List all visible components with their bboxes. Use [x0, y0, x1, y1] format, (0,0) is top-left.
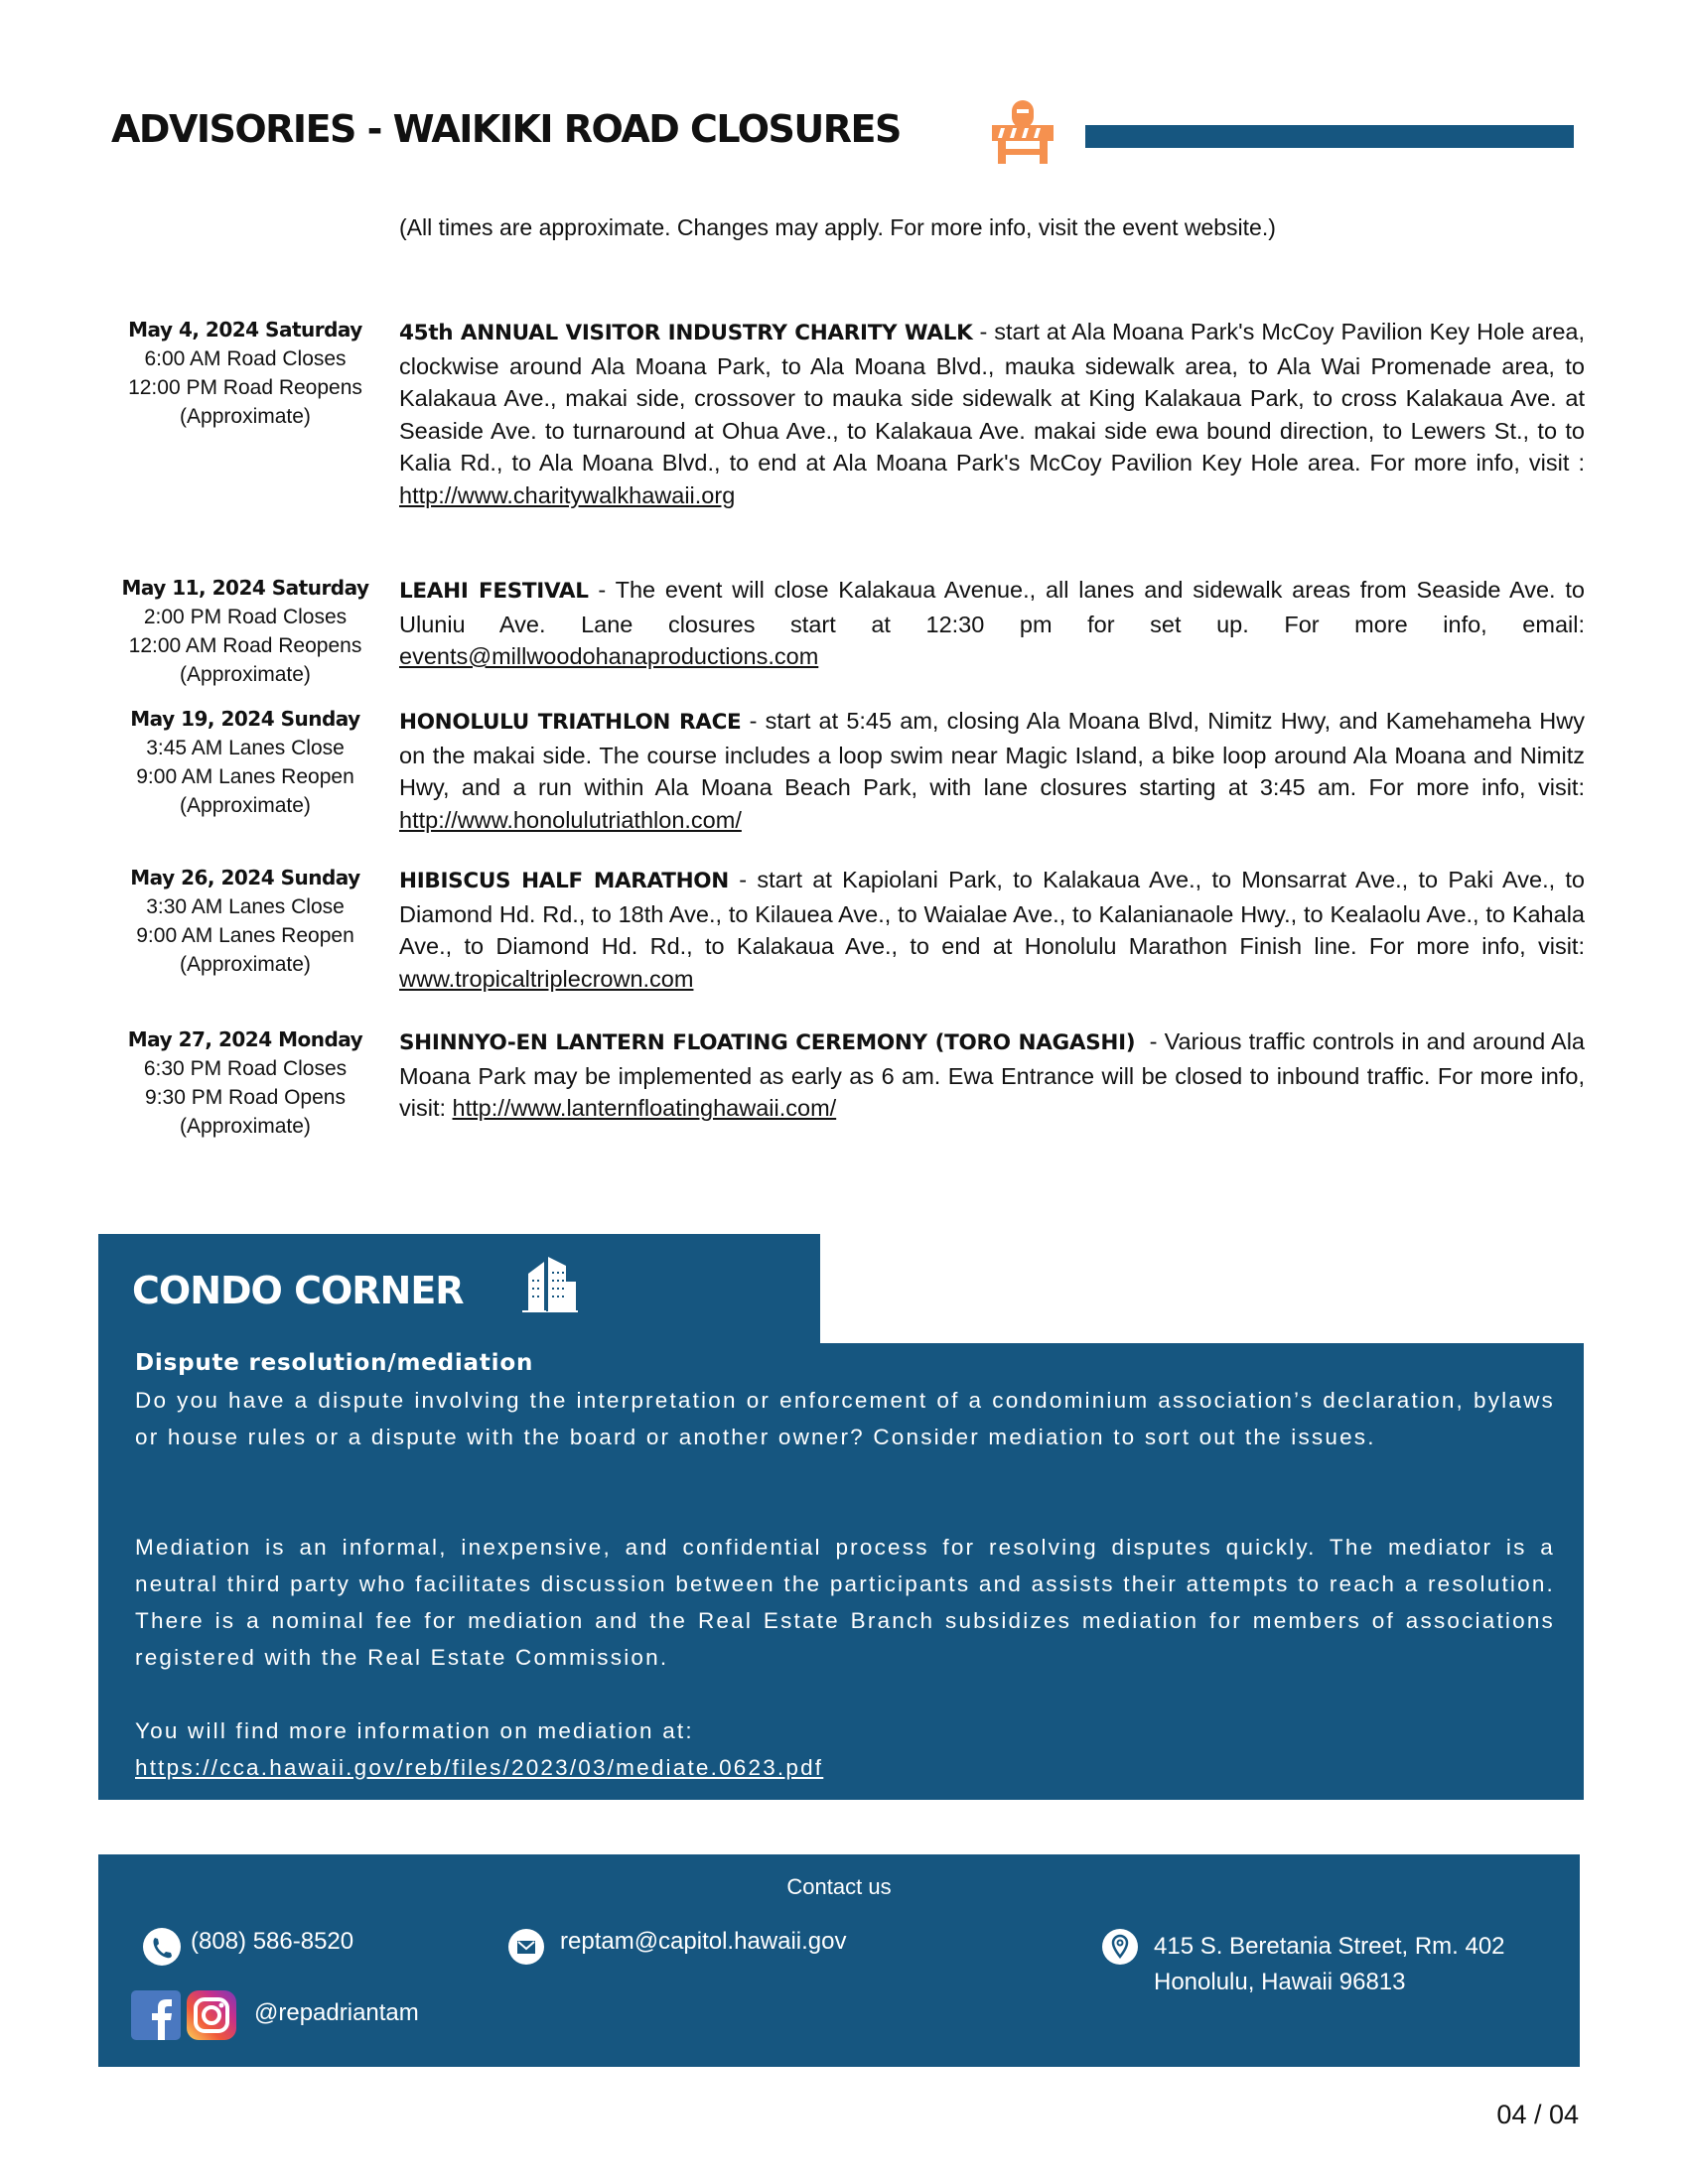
event-time: 9:30 PM Road Opens [145, 1086, 346, 1109]
event-title: LEAHI FESTIVAL [399, 579, 589, 604]
event-link[interactable]: events@millwoodohanaproductions.com [399, 643, 819, 670]
event-details: - The event will close Kalakaua Avenue., all lanes and sidewalk areas from Seaside Ave. to Uluniu Ave. Lane closures start at 12:30 pm for set up. For more info, email: [399, 577, 1592, 637]
phone-icon [142, 1927, 182, 1967]
event-link[interactable]: http://www.honolulutriathlon.com/ [399, 806, 742, 833]
event-description [399, 705, 1592, 836]
event-time: 6:00 AM Road Closes [144, 347, 347, 370]
event-time: (Approximate) [180, 794, 311, 817]
building-icon [520, 1256, 580, 1313]
road-barrier-icon [990, 99, 1055, 165]
event-schedule [111, 864, 379, 979]
event-description [399, 316, 1592, 512]
event-schedule [111, 1025, 379, 1141]
event-time: 12:00 PM Road Reopens [128, 376, 362, 399]
event-time: (Approximate) [180, 953, 311, 976]
event-date: May 4, 2024 Saturday [128, 318, 362, 341]
event-details: - start at Kapiolani Park, to Kalakaua Ave., to Monsarrat Ave., to Paki Ave., to Diamond Hd. Rd., to 18th Ave., to Kilauea Ave., to Waialae Ave., to Kalanianaole Hwy., to Kealaolu Ave., to Kahala Ave., to Diamond Hd. Rd., to Kalakaua Ave., to end at Honolulu Marathon Finish line. For more info, visit: [399, 867, 1592, 960]
page-title: ADVISORIES - WAIKIKI ROAD CLOSURES [111, 107, 901, 151]
event-time: (Approximate) [180, 405, 311, 428]
address-line-1: 415 S. Beretania Street, Rm. 402 [1154, 1933, 1505, 1960]
event-title: SHINNYO-EN LANTERN FLOATING CEREMONY (TORO NAGASHI) [399, 1030, 1136, 1055]
event-time: 12:00 AM Road Reopens [128, 634, 362, 657]
event-date: May 19, 2024 Sunday [130, 707, 360, 731]
social-handle[interactable]: @repadriantam [254, 1999, 419, 2026]
mediation-link[interactable]: https://cca.hawaii.gov/reb/files/2023/03/mediate.0623.pdf [135, 1755, 824, 1780]
event-details: - start at Ala Moana Park's McCoy Pavilion Key Hole area, clockwise around Ala Moana Park, to Ala Moana Blvd., mauka sidewalk area, to Ala Wai Promenade area, to Kalakaua Ave., makai side, crossover to mauka side sidewalk at King Kalakaua Park, to cross Kalakaua Ave. at Seaside Ave. to turnaround at Ohua Ave., to Kalakaua Ave. makai side ewa bound direction, to Lewers St., to to Kalia Rd., to Ala Moana Blvd., to end at Ala Moana Park's McCoy Pavilion Key Hole area. For more info, visit : [399, 319, 1592, 477]
event-link[interactable]: www.tropicaltriplecrown.com [399, 965, 694, 992]
event-time: 9:00 AM Lanes Reopen [136, 765, 354, 788]
condo-more-info [135, 1712, 1555, 1786]
condo-corner-title: CONDO CORNER [132, 1269, 464, 1312]
event-description [399, 1025, 1592, 1125]
event-date: May 27, 2024 Monday [127, 1027, 363, 1051]
event-schedule [111, 316, 379, 431]
event-description [399, 864, 1592, 995]
event-details: - Various traffic controls in and around Ala Moana Park may be implemented as early as 6 am. Ewa Entrance will be closed to inbound traffic. For more info, visit: [399, 1028, 1592, 1122]
event-time: 3:30 AM Lanes Close [146, 895, 345, 918]
event-description [399, 574, 1592, 673]
condo-more-info-label: You will find more information on mediation at: [135, 1718, 694, 1743]
contact-box [98, 1854, 1580, 2067]
address-line-2: Honolulu, Hawaii 96813 [1154, 1969, 1406, 1995]
event-time: (Approximate) [180, 663, 311, 686]
condo-heading: Dispute resolution/mediation [135, 1350, 534, 1376]
event-title: 45th ANNUAL VISITOR INDUSTRY CHARITY WALK [399, 321, 973, 345]
event-time: 9:00 AM Lanes Reopen [136, 924, 354, 947]
event-title: HIBISCUS HALF MARATHON [399, 869, 729, 893]
page-number: 04 / 04 [1496, 2100, 1579, 2129]
event-details: - start at 5:45 am, closing Ala Moana Blvd, Nimitz Hwy, and Kamehameha Hwy on the makai side. The course includes a loop swim near Magic Island, a bike loop around Ala Moana and Nimitz Hwy, and a run within Ala Moana Beach Park, with lane closures starting at 3:45 am. For more info, visit: [399, 708, 1592, 801]
event-link[interactable]: http://www.lanternfloatinghawaii.com/ [452, 1095, 837, 1122]
event-time: (Approximate) [180, 1115, 311, 1138]
event-time: 2:00 PM Road Closes [143, 606, 348, 628]
condo-paragraph-1: Do you have a dispute involving the interpretation or enforcement of a condominium association’s declaration, bylaws or house rules or a dispute with the board or another owner? Consider mediation to sort out the issues. [135, 1388, 1555, 1449]
event-date: May 26, 2024 Sunday [130, 866, 360, 889]
event-link[interactable]: http://www.charitywalkhawaii.org [399, 481, 736, 508]
condo-paragraph-2: Mediation is an informal, inexpensive, and confidential process for resolving disputes quickly. The mediator is a neutral third party who facilitates discussion between the participants and assists their attempts to reach a resolution. There is a nominal fee for mediation and the Real Estate Branch subsidizes mediation for members of associations registered with the Real Estate Commission. [135, 1535, 1555, 1670]
event-date: May 11, 2024 Saturday [121, 576, 369, 600]
address [1154, 1929, 1505, 2000]
title-accent-bar [1085, 125, 1574, 148]
email-icon [507, 1928, 545, 1966]
disclaimer-note: (All times are approximate. Changes may apply. For more info, visit the event website.) [399, 214, 1276, 240]
event-time: 6:30 PM Road Closes [143, 1057, 348, 1080]
event-schedule [111, 574, 379, 689]
facebook-icon[interactable] [131, 1990, 181, 2040]
event-title: HONOLULU TRIATHLON RACE [399, 710, 742, 735]
email-address[interactable]: reptam@capitol.hawaii.gov [560, 1928, 847, 1955]
phone-number[interactable]: (808) 586-8520 [191, 1928, 354, 1955]
event-time: 3:45 AM Lanes Close [146, 737, 345, 759]
event-schedule [111, 705, 379, 820]
instagram-icon[interactable] [187, 1990, 236, 2040]
contact-title: Contact us [786, 1874, 892, 1899]
location-pin-icon [1101, 1928, 1139, 1966]
